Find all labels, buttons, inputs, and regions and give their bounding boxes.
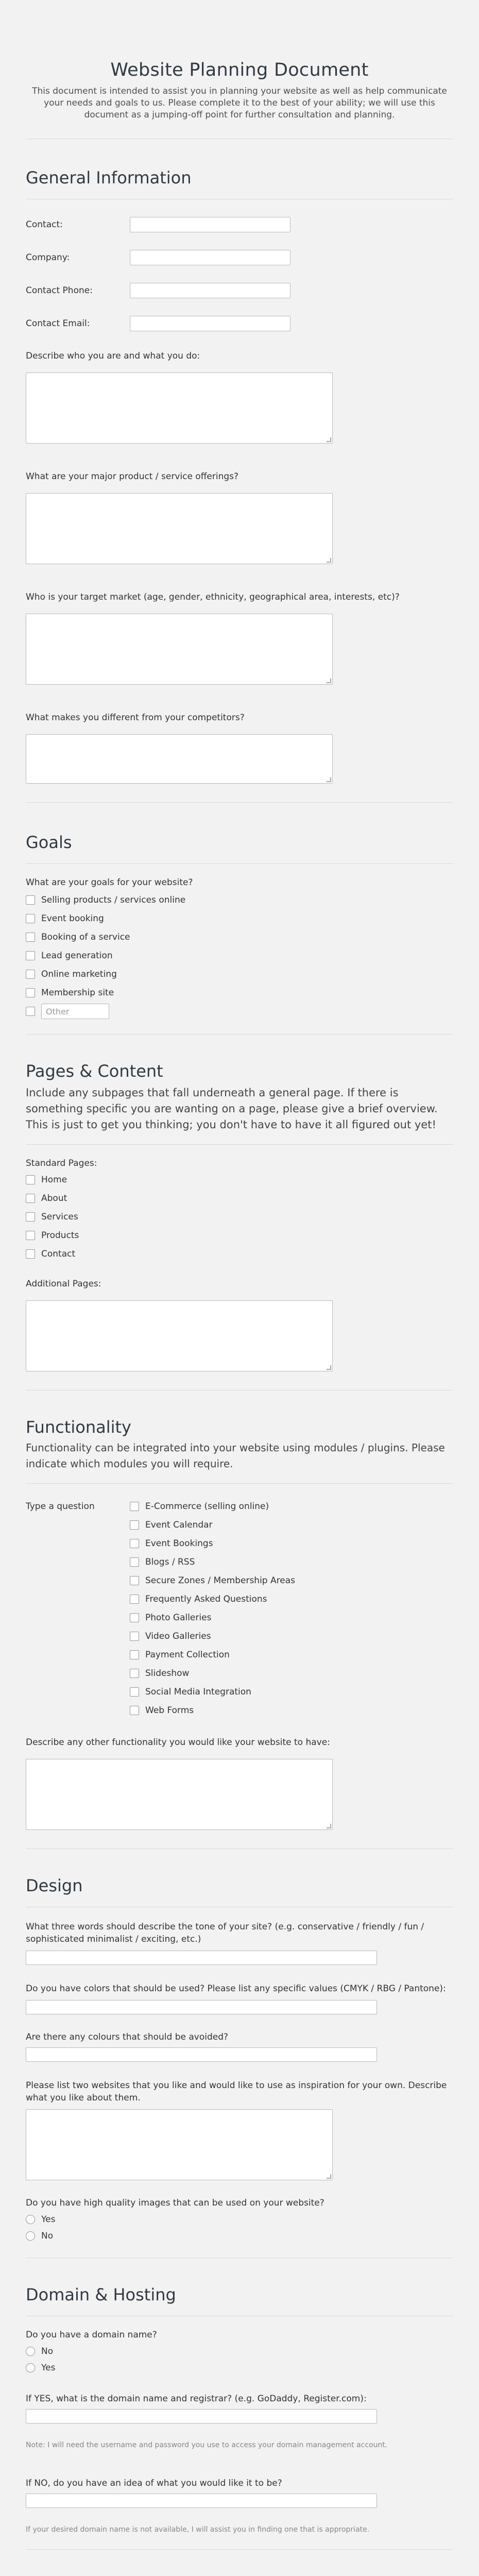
offerings-label: What are your major product / service offerings? xyxy=(26,471,239,482)
page-option[interactable]: Contact xyxy=(26,1245,453,1263)
page-option[interactable]: Products xyxy=(26,1226,453,1245)
checkbox[interactable] xyxy=(130,1706,139,1715)
resize-grip-icon[interactable] xyxy=(327,1824,331,1828)
words-label: What three words should describe the tone of your site? (e.g. conservative / friendly / fun / sophisticated minimalist / exciting, etc.) xyxy=(26,1922,424,1944)
offerings-question xyxy=(26,471,453,564)
images-options xyxy=(26,2211,453,2244)
domain-yes-input[interactable] xyxy=(26,2409,377,2424)
domain-yes-question xyxy=(26,2394,453,2449)
avoid-question xyxy=(26,2032,453,2062)
section-general-heading: General Information xyxy=(26,168,192,188)
domain-no-label: If NO, do you have an idea of what you would like it to be? xyxy=(26,2478,282,2488)
divider xyxy=(26,802,453,803)
divider xyxy=(26,1483,453,1484)
have-domain-options xyxy=(26,2343,453,2376)
checkbox[interactable] xyxy=(130,1539,139,1548)
other-functionality-question xyxy=(26,1737,453,1830)
colors-label: Do you have colors that should be used? Please list any specific values (CMYK / RBG / Pantone): xyxy=(26,1984,446,1994)
resize-grip-icon[interactable] xyxy=(327,558,331,563)
company-row xyxy=(26,250,453,265)
market-label: Who is your target market (age, gender, ethnicity, geographical area, interests, etc)? xyxy=(26,592,400,602)
avoid-input[interactable] xyxy=(26,2047,377,2062)
goal-option[interactable]: Online marketing xyxy=(26,965,453,984)
inspiration-textarea[interactable] xyxy=(26,2109,333,2180)
section-goals-heading: Goals xyxy=(26,833,72,852)
other-functionality-textarea[interactable] xyxy=(26,1759,333,1830)
divider xyxy=(26,1144,453,1145)
checkbox[interactable] xyxy=(26,1007,35,1016)
images-label: Do you have high quality images that can be used on your website? xyxy=(26,2198,324,2208)
goals-question xyxy=(26,877,453,1021)
checkbox[interactable] xyxy=(130,1502,139,1511)
divider xyxy=(26,863,453,864)
email-label: Contact Email: xyxy=(26,318,90,329)
divider xyxy=(26,1390,453,1391)
domain-option-no[interactable]: No xyxy=(26,2343,453,2360)
radio[interactable] xyxy=(26,2215,35,2224)
standard-pages-label: Standard Pages: xyxy=(26,1158,97,1168)
checkbox[interactable] xyxy=(130,1557,139,1567)
inspiration-label: Please list two websites that you like and would like to use as inspiration for your own. Describe what you like about them. xyxy=(26,2080,447,2103)
pages-description: Include any subpages that fall underneath a general page. If there is something specific you are wanting on a page, please give a brief overview. This is just to get you thinking; you don't have to have it all figured out yet! xyxy=(26,1087,438,1131)
colors-question xyxy=(26,1982,453,2014)
checkbox[interactable] xyxy=(26,1194,35,1203)
images-question xyxy=(26,2198,453,2244)
different-question xyxy=(26,713,453,784)
email-row xyxy=(26,316,453,331)
functionality-options xyxy=(130,1497,295,1720)
radio[interactable] xyxy=(26,2231,35,2241)
checkbox[interactable] xyxy=(130,1687,139,1697)
describe-textarea[interactable] xyxy=(26,372,333,444)
other-input[interactable]: Other xyxy=(41,1004,109,1019)
radio[interactable] xyxy=(26,2347,35,2356)
different-textarea[interactable] xyxy=(26,734,333,784)
function-option[interactable]: Photo Galleries xyxy=(130,1608,295,1627)
company-input[interactable] xyxy=(130,250,290,265)
offerings-textarea[interactable] xyxy=(26,493,333,564)
checkbox[interactable] xyxy=(26,988,35,997)
contact-input[interactable] xyxy=(130,217,290,232)
function-option[interactable]: Frequently Asked Questions xyxy=(130,1590,295,1608)
goals-label: What are your goals for your website? xyxy=(26,877,193,888)
checkbox[interactable] xyxy=(130,1576,139,1585)
section-design-heading: Design xyxy=(26,1876,83,1895)
checkbox[interactable] xyxy=(26,1175,35,1184)
form-header xyxy=(26,0,453,121)
checkbox[interactable] xyxy=(26,1212,35,1222)
function-option[interactable]: Blogs / RSS xyxy=(130,1553,295,1571)
describe-label: Describe who you are and what you do: xyxy=(26,351,200,361)
standard-pages-question xyxy=(26,1158,453,1263)
page-option[interactable]: Home xyxy=(26,1171,453,1189)
resize-grip-icon[interactable] xyxy=(327,777,331,782)
domain-option-yes[interactable]: Yes xyxy=(26,2360,453,2376)
checkbox[interactable] xyxy=(26,951,35,960)
domain-no-note: If your desired domain name is not available, I will assist you in finding one that is appropriate. xyxy=(26,2526,370,2534)
additional-pages-question xyxy=(26,1279,453,1371)
colors-input[interactable] xyxy=(26,2000,377,2014)
different-label: What makes you different from your competitors? xyxy=(26,713,245,723)
function-option[interactable]: Event Calendar xyxy=(130,1516,295,1534)
phone-input[interactable] xyxy=(130,283,290,298)
functionality-question xyxy=(26,1497,453,1720)
checkbox[interactable] xyxy=(130,1632,139,1641)
images-option-no[interactable]: No xyxy=(26,2228,453,2244)
company-label: Company: xyxy=(26,252,70,263)
checkbox[interactable] xyxy=(130,1669,139,1678)
images-option-yes[interactable]: Yes xyxy=(26,2211,453,2228)
resize-grip-icon[interactable] xyxy=(327,679,331,683)
domain-no-question xyxy=(26,2478,453,2534)
checkbox[interactable] xyxy=(26,1249,35,1259)
email-input[interactable] xyxy=(130,316,290,331)
divider xyxy=(26,1034,453,1035)
have-domain-label: Do you have a domain name? xyxy=(26,2330,157,2340)
resize-grip-icon[interactable] xyxy=(327,2174,331,2179)
goal-option[interactable]: Lead generation xyxy=(26,946,453,965)
function-option[interactable]: Secure Zones / Membership Areas xyxy=(130,1571,295,1590)
goal-other-option[interactable] xyxy=(26,1002,453,1021)
checkbox[interactable] xyxy=(26,933,35,942)
function-option[interactable]: Event Bookings xyxy=(130,1534,295,1553)
checkbox[interactable] xyxy=(130,1650,139,1659)
function-option[interactable]: Social Media Integration xyxy=(130,1683,295,1701)
resize-grip-icon[interactable] xyxy=(327,1365,331,1370)
function-option[interactable]: Payment Collection xyxy=(130,1646,295,1664)
goals-options xyxy=(26,891,453,1021)
functionality-description: Functionality can be integrated into your website using modules / plugins. Please indicate which modules you will require. xyxy=(26,1442,445,1470)
function-option[interactable]: Video Galleries xyxy=(130,1627,295,1646)
avoid-label: Are there any colours that should be avoided? xyxy=(26,2032,229,2042)
intro-text: This document is intended to assist you in planning your website as well as help communicate your needs and goals to us. Please complete it to the best of your ability; we will use this document as a jumping-off point for further consultation and planning. xyxy=(32,86,447,120)
page-title: Website Planning Document xyxy=(110,60,369,80)
inspiration-question xyxy=(26,2079,453,2180)
section-functionality-heading: Functionality xyxy=(26,1417,131,1437)
checkbox[interactable] xyxy=(26,895,35,905)
goal-option[interactable]: Selling products / services online xyxy=(26,891,453,909)
have-domain-question xyxy=(26,2330,453,2376)
other-functionality-label: Describe any other functionality you would like your website to have: xyxy=(26,1737,330,1748)
domain-no-input[interactable] xyxy=(26,2494,377,2508)
goal-option[interactable]: Booking of a service xyxy=(26,928,453,946)
phone-label: Contact Phone: xyxy=(26,285,93,296)
section-pages-heading: Pages & Content xyxy=(26,1061,163,1081)
phone-row xyxy=(26,283,453,298)
goal-option[interactable]: Membership site xyxy=(26,984,453,1002)
standard-pages-options xyxy=(26,1171,453,1263)
checkbox[interactable] xyxy=(130,1520,139,1530)
checkbox[interactable] xyxy=(26,914,35,923)
goal-option[interactable]: Event booking xyxy=(26,909,453,928)
function-option[interactable]: E-Commerce (selling online) xyxy=(130,1497,295,1516)
section-domain-heading: Domain & Hosting xyxy=(26,2285,176,2304)
functionality-label: Type a question xyxy=(26,1501,95,1512)
checkbox[interactable] xyxy=(130,1595,139,1604)
domain-yes-note: Note: I will need the username and password you use to access your domain management account. xyxy=(26,2441,388,2449)
contact-label: Contact: xyxy=(26,219,63,230)
describe-question xyxy=(26,351,453,444)
words-input[interactable] xyxy=(26,1951,377,1965)
function-option[interactable]: Web Forms xyxy=(130,1701,295,1720)
page-option[interactable]: Services xyxy=(26,1208,453,1226)
market-question xyxy=(26,592,453,685)
checkbox[interactable] xyxy=(26,1231,35,1240)
domain-yes-label: If YES, what is the domain name and registrar? (e.g. GoDaddy, Register.com): xyxy=(26,2394,367,2404)
checkbox[interactable] xyxy=(130,1613,139,1622)
additional-pages-label: Additional Pages: xyxy=(26,1279,101,1289)
contact-row xyxy=(26,217,453,232)
divider xyxy=(26,2549,453,2550)
checkbox[interactable] xyxy=(26,970,35,979)
additional-pages-textarea[interactable] xyxy=(26,1300,333,1371)
market-textarea[interactable] xyxy=(26,614,333,685)
radio[interactable] xyxy=(26,2363,35,2372)
resize-grip-icon[interactable] xyxy=(327,437,331,442)
page-option[interactable]: About xyxy=(26,1189,453,1208)
words-question xyxy=(26,1921,453,1965)
general-fields xyxy=(26,217,453,331)
function-option[interactable]: Slideshow xyxy=(130,1664,295,1683)
